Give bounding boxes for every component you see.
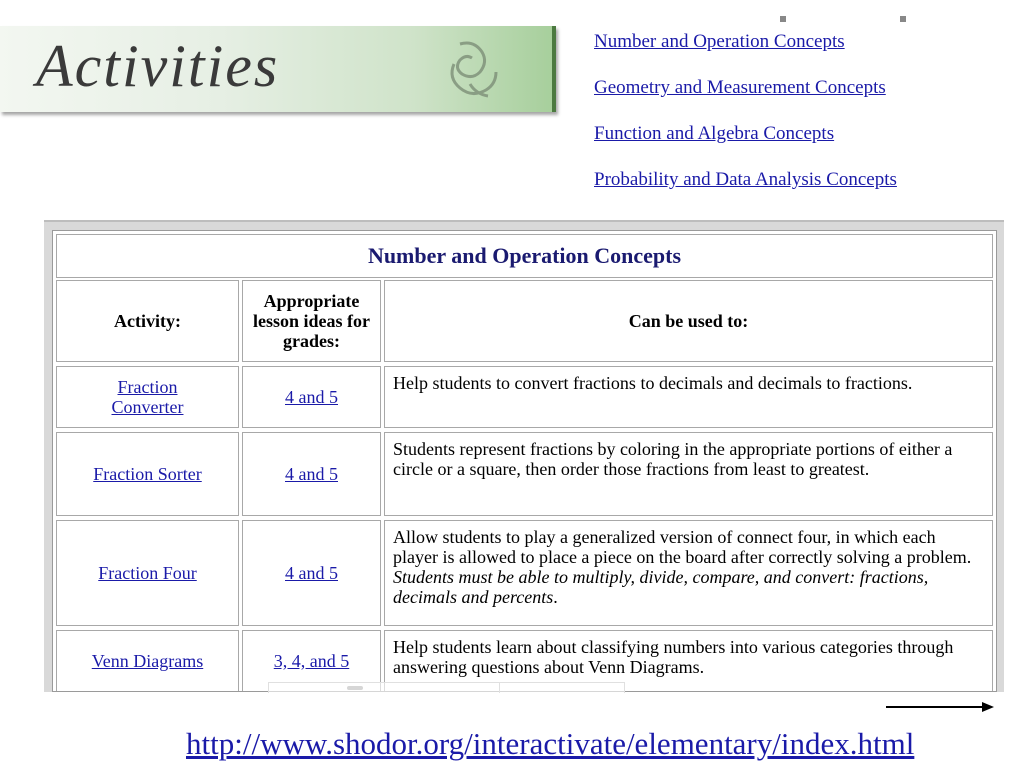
activity-link-venn-diagrams[interactable]: Venn Diagrams [91, 651, 204, 671]
link-geometry-measurement[interactable]: Geometry and Measurement Concepts [594, 77, 886, 98]
grades-cell [242, 432, 381, 516]
concept-links [594, 30, 897, 214]
link-number-operation[interactable]: Number and Operation Concepts [594, 31, 845, 52]
grades-link[interactable]: 4 and 5 [285, 563, 338, 583]
header-activity: Activity: [56, 280, 239, 362]
grades-cell [242, 520, 381, 626]
faint-overlay-bar [268, 682, 625, 693]
use-cell: Allow students to play a generalized version of connect four, in which each player is allowed to place a piece on the board after correctly solving a problem. Students must be able to multiply, divide, compare, and convert: fractions, decimals and percents. [384, 520, 993, 626]
spiral-icon [440, 34, 504, 106]
table-row [56, 432, 993, 516]
use-cell [384, 366, 993, 428]
activity-link-fraction-converter[interactable]: Fraction Converter [111, 377, 184, 417]
table-row [56, 520, 993, 626]
link-probability-data[interactable]: Probability and Data Analysis Concepts [594, 169, 897, 190]
banner-title: Activities [36, 33, 280, 99]
grades-link[interactable]: 4 and 5 [285, 387, 338, 407]
activities-table-frame [44, 220, 1004, 692]
header-grades: Appropriate lesson ideas for grades: [242, 280, 381, 362]
grades-link[interactable]: 3, 4, and 5 [273, 651, 350, 671]
overlay-handle-icon [347, 686, 363, 690]
header-can-be-used-to: Can be used to: [384, 280, 993, 362]
activity-link-fraction-sorter[interactable]: Fraction Sorter [93, 464, 202, 484]
activity-link-fraction-four[interactable]: Fraction Four [98, 563, 197, 583]
use-note: Students must be able to multiply, divide, compare, and convert: fractions, decimals and percents [393, 567, 929, 607]
grades-link[interactable]: 4 and 5 [285, 464, 338, 484]
use-text: Allow students to play a generalized version of connect four, in which each player is allowed to place a piece on the board after correctly solving a problem. [393, 527, 972, 567]
table-header-row [56, 280, 993, 362]
activity-cell [56, 366, 239, 428]
activity-cell [56, 520, 239, 626]
activities-banner [0, 26, 556, 112]
use-cell [384, 432, 993, 516]
use-text: Help students to convert fractions to decimals and decimals to fractions. [393, 373, 913, 393]
use-text: Students represent fractions by coloring in the appropriate portions of either a circle or a square, then order those fractions from least to greatest. [393, 439, 953, 479]
activity-cell [56, 432, 239, 516]
table-row [56, 366, 993, 428]
table-caption: Number and Operation Concepts [56, 234, 993, 278]
link-function-algebra[interactable]: Function and Algebra Concepts [594, 123, 835, 144]
source-url-link[interactable]: http://www.shodor.org/interactivate/elementary/index.html [186, 726, 915, 761]
grades-cell [242, 366, 381, 428]
activities-table [52, 230, 997, 692]
cropped-header-text [780, 8, 920, 22]
right-arrow-icon [886, 700, 994, 714]
use-text: Help students learn about classifying numbers into various categories through answering questions about Venn Diagrams. [393, 637, 954, 677]
overlay-divider [499, 683, 500, 693]
activity-cell [56, 630, 239, 692]
